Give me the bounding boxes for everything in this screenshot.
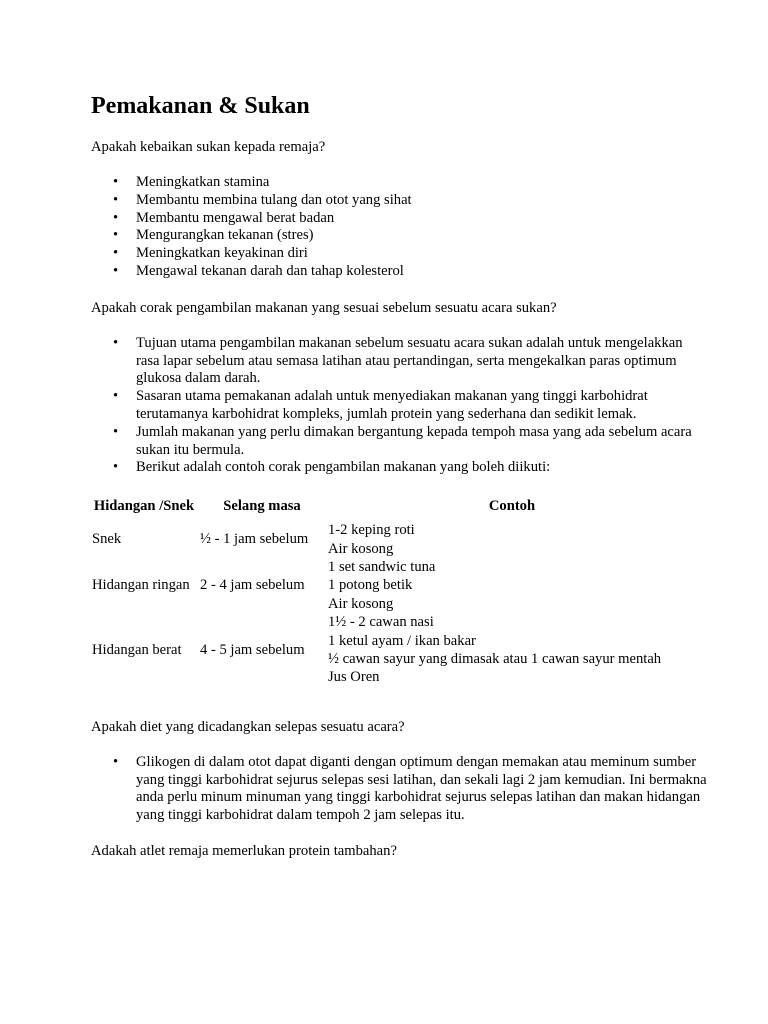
table-header-row: [90, 497, 698, 521]
list-item: • Glikogen di dalam otot dapat diganti dengan optimum dengan memakan atau meminum sumber yang tinggi karbohidrat sejurus selepas sesi latihan, dan sekali lagi 2 jam kemudian. Ini bermakna anda perlu minum minuman yang tinggi karbohidrat sejurus selepas latihan dan makan hidangan yang tinggi karbohidrat dalam tempoh 2 jam selepas itu.: [91, 754, 708, 825]
table-header-contoh: Contoh: [488, 498, 536, 515]
contoh-line: 1½ - 2 cawan nasi: [328, 614, 434, 631]
list-item: • Meningkatkan stamina: [91, 174, 708, 192]
cell-hidangan: Snek: [92, 531, 122, 548]
table-row: [90, 558, 698, 613]
contoh-line: Air kosong: [328, 595, 394, 612]
cell-selang: 2 - 4 jam sebelum: [200, 577, 305, 594]
list-item: • Sasaran utama pemakanan adalah untuk menyediakan makanan yang tinggi karbohidrat terutamanya karbohidrat kompleks, jumlah protein yang sederhana dan sedikit lemak.: [91, 388, 708, 424]
page-title: Pemakanan & Sukan: [91, 93, 310, 119]
cell-contoh: [326, 521, 698, 558]
list-item: • Mengurangkan tekanan (stres): [91, 227, 708, 245]
contoh-line: Jus Oren: [328, 669, 380, 686]
cell-selang: ½ - 1 jam sebelum: [200, 531, 309, 548]
list-item: • Jumlah makanan yang perlu dimakan bergantung kepada tempoh masa yang ada sebelum acara sukan itu bermula.: [91, 424, 708, 460]
question-post-event-diet: Apakah diet yang dicadangkan selepas sesuatu acara?: [91, 718, 405, 735]
list-item: • Membantu mengawal berat badan: [91, 210, 708, 228]
benefits-list: [91, 174, 708, 281]
contoh-line: 1 potong betik: [328, 577, 413, 594]
contoh-line: Air kosong: [328, 540, 394, 557]
contoh-line: 1-2 keping roti: [328, 522, 415, 539]
cell-selang: 4 - 5 jam sebelum: [200, 641, 305, 658]
contoh-line: 1 ketul ayam / ikan bakar: [328, 632, 476, 649]
question-benefits: Apakah kebaikan sukan kepada remaja?: [91, 139, 326, 155]
cell-hidangan: Hidangan ringan: [92, 577, 190, 594]
meal-timing-table: [90, 497, 698, 687]
cell-hidangan: Hidangan berat: [92, 641, 182, 658]
post-event-list: [91, 754, 708, 825]
cell-contoh: [326, 613, 698, 687]
eating-pattern-list: [91, 335, 708, 477]
contoh-line: ½ cawan sayur yang dimasak atau 1 cawan sayur mentah: [328, 651, 662, 667]
list-item: • Berikut adalah contoh corak pengambilan makanan yang boleh diikuti:: [91, 459, 708, 477]
table-row: [90, 521, 698, 558]
contoh-line: 1 set sandwic tuna: [328, 558, 436, 575]
list-item: • Tujuan utama pengambilan makanan sebelum sesuatu acara sukan adalah untuk mengelakkan rasa lapar sebelum atau semasa latihan atau pertandingan, serta mengekalkan paras optimum glukosa dalam darah.: [91, 335, 708, 388]
table-header-selang: Selang masa: [223, 498, 301, 515]
list-item: • Membantu membina tulang dan otot yang sihat: [91, 192, 708, 210]
table-header-hidangan: Hidangan /Snek: [93, 498, 195, 515]
table-row: [90, 613, 698, 687]
question-eating-pattern: Apakah corak pengambilan makanan yang sesuai sebelum sesuatu acara sukan?: [91, 299, 557, 316]
list-item: • Mengawal tekanan darah dan tahap kolesterol: [91, 263, 708, 281]
cell-contoh: [326, 558, 698, 613]
question-extra-protein: Adakah atlet remaja memerlukan protein tambahan?: [91, 843, 397, 859]
list-item: • Meningkatkan keyakinan diri: [91, 245, 708, 263]
